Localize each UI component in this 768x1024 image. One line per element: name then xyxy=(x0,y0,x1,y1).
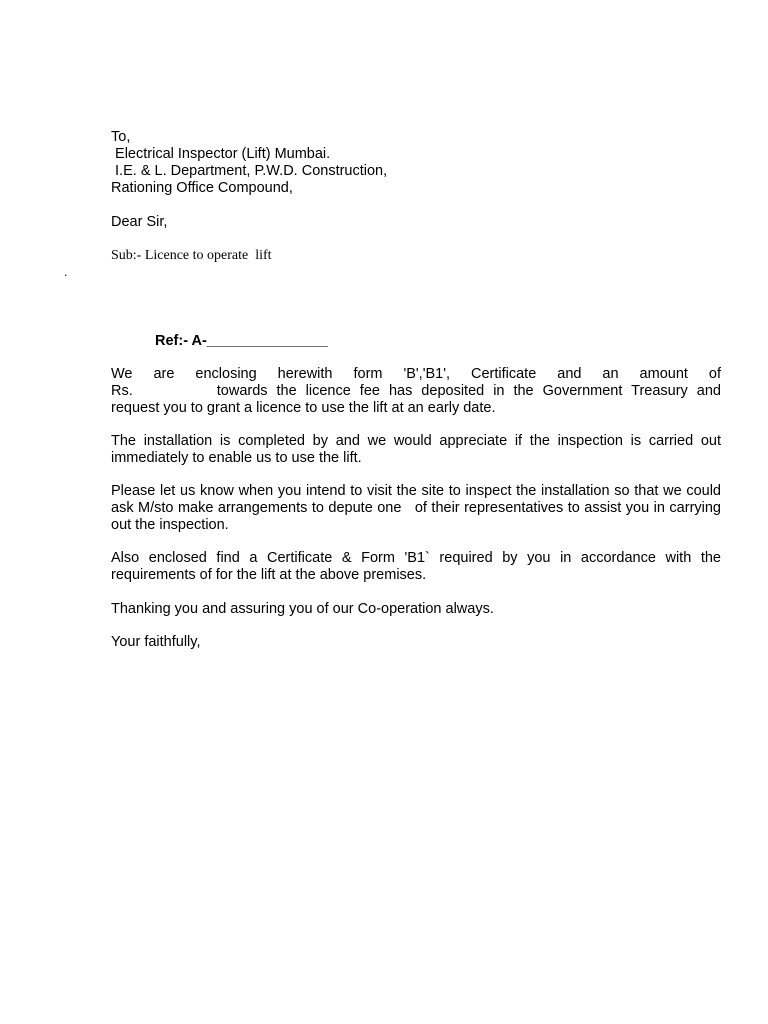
stray-mark: . xyxy=(64,265,68,279)
paragraph-1-rest: towards the licence fee has deposited in the Government Treasury and request you to grant a licence to use the lift at an early date. xyxy=(111,383,721,416)
paragraph-4: Also enclosed find a Certificate & Form 'B1` required by you in accordance with the requirements of for the lift at the above premises. xyxy=(111,550,721,583)
paragraph-1-line-1: We are enclosing herewith form 'B','B1', Certificate and an amount of xyxy=(111,366,721,382)
paragraph-3: Please let us know when you intend to visit the site to inspect the installation so that we could ask M/sto make arrangements to depute one of their representatives to assist you in carrying out the inspection. xyxy=(111,483,726,533)
address-to: To, xyxy=(111,129,131,145)
subject-line: Sub:- Licence to operate lift xyxy=(111,248,272,263)
closing: Your faithfully, xyxy=(111,634,201,650)
rs-label: Rs. xyxy=(111,383,133,399)
address-line-2: I.E. & L. Department, P.W.D. Construction, xyxy=(111,163,388,179)
address-line-1: Electrical Inspector (Lift) Mumbai. xyxy=(111,146,331,162)
paragraph-5: Thanking you and assuring you of our Co-operation always. xyxy=(111,601,494,617)
reference-line: Ref:- A-_______________ xyxy=(155,333,328,349)
paragraph-1 xyxy=(111,366,721,417)
recipient-address xyxy=(111,129,387,197)
address-line-3: Rationing Office Compound, xyxy=(111,180,293,196)
salutation: Dear Sir, xyxy=(111,214,168,230)
paragraph-2: The installation is completed by and we would appreciate if the inspection is carried out immediately to enable us to use the lift. xyxy=(111,433,721,466)
